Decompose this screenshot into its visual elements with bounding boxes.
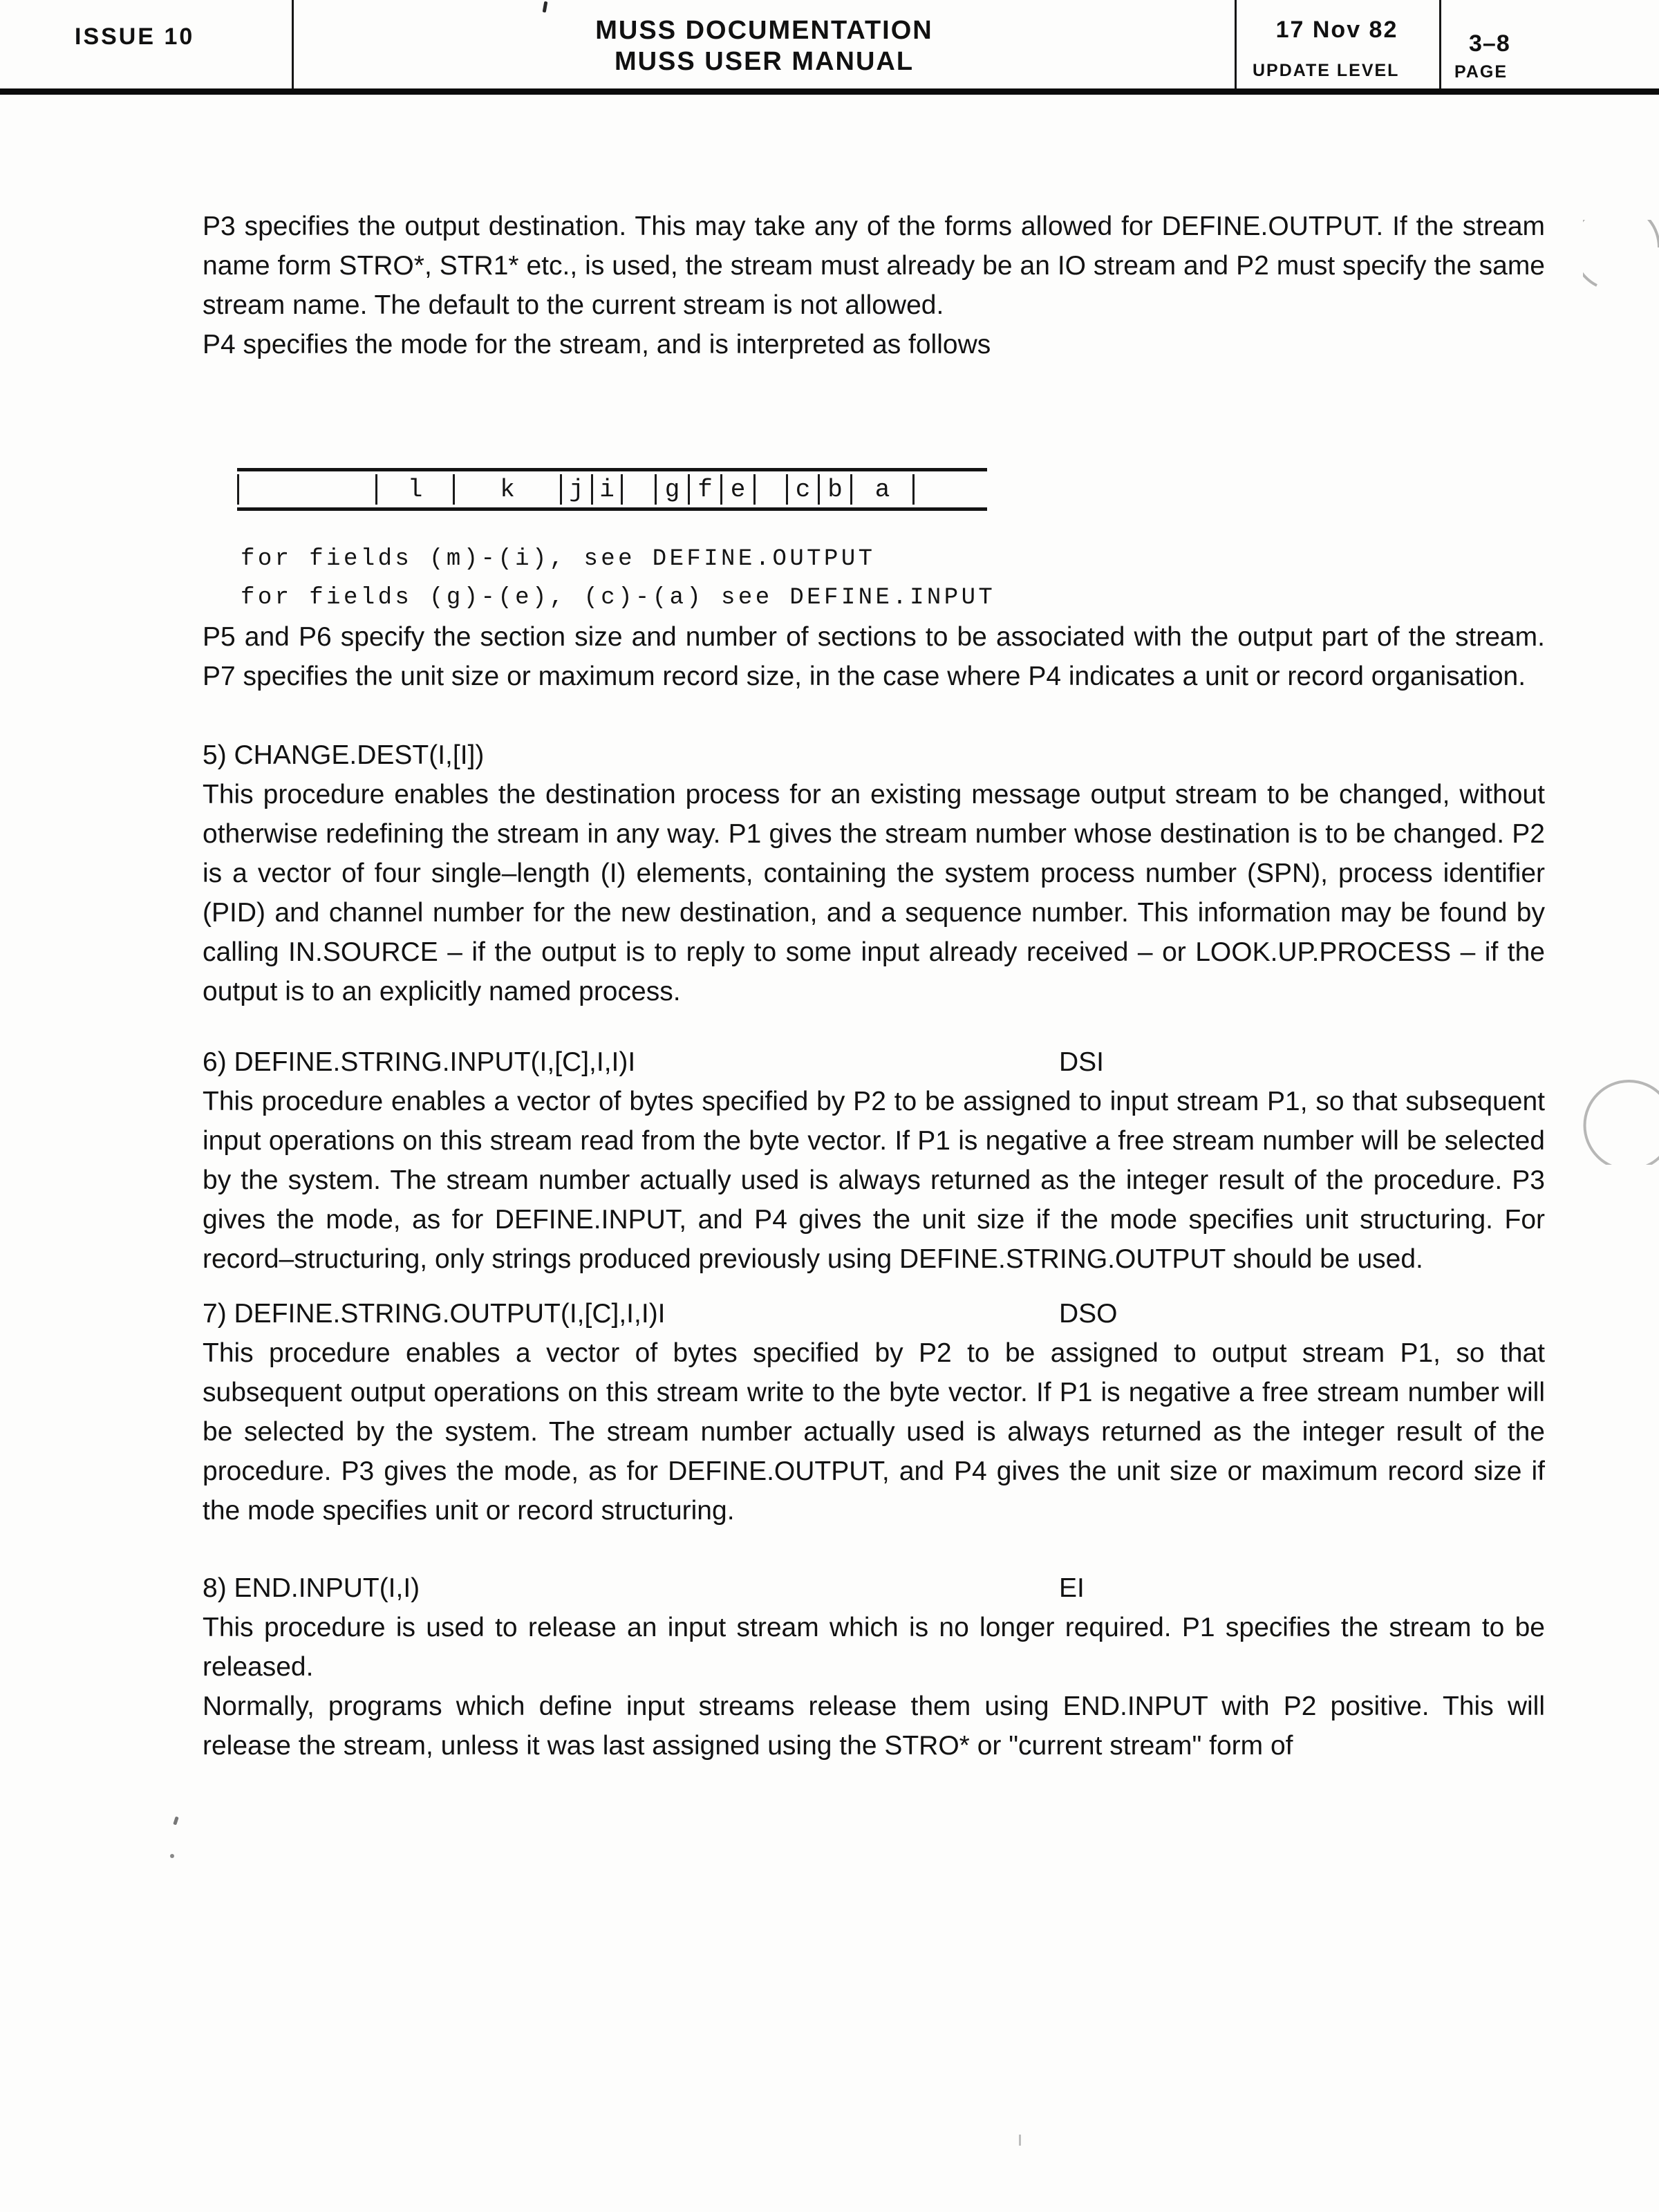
section-abbreviation: DSO [1059, 1299, 1118, 1329]
page-number: 3–8 [1469, 30, 1510, 57]
field-cell: c [786, 474, 818, 505]
field-cell: i [591, 474, 621, 505]
field-cell: b [818, 474, 850, 505]
field-cell [237, 474, 375, 505]
header-divider [1235, 0, 1237, 88]
field-cell [621, 474, 655, 505]
scan-artifact [173, 1817, 178, 1826]
section-heading-define-string-output [203, 1294, 1545, 1333]
mode-field-diagram [237, 468, 987, 511]
field-cell: j [560, 474, 591, 505]
field-note-line1: for fields (m)-(i), see DEFINE.OUTPUT [241, 546, 876, 572]
field-cell: g [655, 474, 688, 505]
section-heading-text: 6) DEFINE.STRING.INPUT(I,[C],I,I)I [203, 1047, 636, 1077]
field-note-line2: for fields (g)-(e), (c)-(a) see DEFINE.INPUT [241, 585, 996, 611]
section-heading-change-dest [203, 735, 1545, 775]
update-date: 17 Nov 82 [1275, 17, 1398, 43]
section-abbreviation: DSI [1059, 1047, 1105, 1077]
field-cell [753, 474, 786, 505]
paragraph-p5: P5 and P6 specify the section size and number of sections to be associated with the output part of the stream. P7 specifies the unit size or maximum record size, in the case where P4 indicates a unit or record organisation. [203, 622, 1545, 691]
field-cell: k [453, 474, 560, 505]
field-cell: a [850, 474, 915, 505]
section-heading-define-string-input [203, 1042, 1545, 1082]
page-label: PAGE [1454, 62, 1508, 82]
section-paragraph: Normally, programs which define input streams release them using END.INPUT with P2 positive. This will release the stream, unless it was last assigned using the STRO* or "current stream" form of [203, 1691, 1545, 1761]
paragraph-p4: P4 specifies the mode for the stream, and is interpreted as follows [203, 330, 991, 359]
section-heading-text: 8) END.INPUT(I,I) [203, 1573, 420, 1603]
field-cell: l [375, 474, 453, 505]
section-paragraph: This procedure enables a vector of bytes specified by P2 to be assigned to output stream P1, so that subsequent output operations on this stream write to the byte vector. If P1 is negative a free stream number will be selected by the system. The stream number actually used is always returned as the integer result of the procedure. P3 gives the mode, as for DEFINE.OUTPUT, and P4 gives the unit size or maximum record size if the mode specifies unit or record structuring. [203, 1338, 1545, 1526]
field-cell: f [688, 474, 720, 505]
field-cell: e [720, 474, 753, 505]
section-heading-end-input [203, 1568, 1545, 1608]
mode-field-cells [237, 471, 915, 507]
scan-artifact [170, 1854, 174, 1858]
section-paragraph: This procedure is used to release an input stream which is no longer required. P1 specifies the stream to be released. [203, 1613, 1545, 1682]
document-title [294, 15, 1235, 77]
page-header [0, 0, 1659, 95]
header-divider [1439, 0, 1441, 88]
section-paragraph: This procedure enables the destination process for an existing message output stream to be changed, without otherwise redefining the stream in any way. P1 gives the stream number whose destination is to be changed. P2 is a vector of four single–length (I) elements, containing the system process number (SPN), process identifier (PID) and channel number for the new destination, and a sequence number. This information may be found by calling IN.SOURCE – if the output is to reply to some input already received – or LOOK.UP.PROCESS – if the output is to an explicitly named process. [203, 780, 1545, 1006]
section-paragraph: This procedure enables a vector of bytes specified by P2 to be assigned to input stream P1, so that subsequent input operations on this stream read from the byte vector. If P1 is negative a free stream number will be selected by the system. The stream number actually used is always returned as the integer result of the procedure. P3 gives the mode, as for DEFINE.INPUT, and P4 gives the unit size if the mode specifies unit structuring. For record–structuring, only strings produced previously using DEFINE.STRING.OUTPUT should be used. [203, 1087, 1545, 1274]
section-heading-text: 7) DEFINE.STRING.OUTPUT(I,[C],I,I)I [203, 1299, 666, 1329]
section-heading-text: 5) CHANGE.DEST(I,[I]) [203, 740, 485, 770]
issue-label: ISSUE 10 [75, 24, 195, 50]
doc-title-line2: MUSS USER MANUAL [614, 47, 915, 76]
paragraph-p3: P3 specifies the output destination. This may take any of the forms allowed for DEFINE.OUTPUT. If the stream name form STRO*, STR1* etc., is used, the stream must already be an IO stream and P2 must specify the same stream name. The default to the current stream is not allowed. [203, 212, 1545, 320]
update-level-label: UPDATE LEVEL [1253, 61, 1400, 80]
scan-artifact [1019, 2135, 1021, 2146]
field-diagram-notes [241, 540, 1545, 617]
page-content [0, 95, 1659, 1765]
doc-title-line1: MUSS DOCUMENTATION [595, 16, 933, 45]
section-abbreviation: EI [1059, 1573, 1085, 1603]
